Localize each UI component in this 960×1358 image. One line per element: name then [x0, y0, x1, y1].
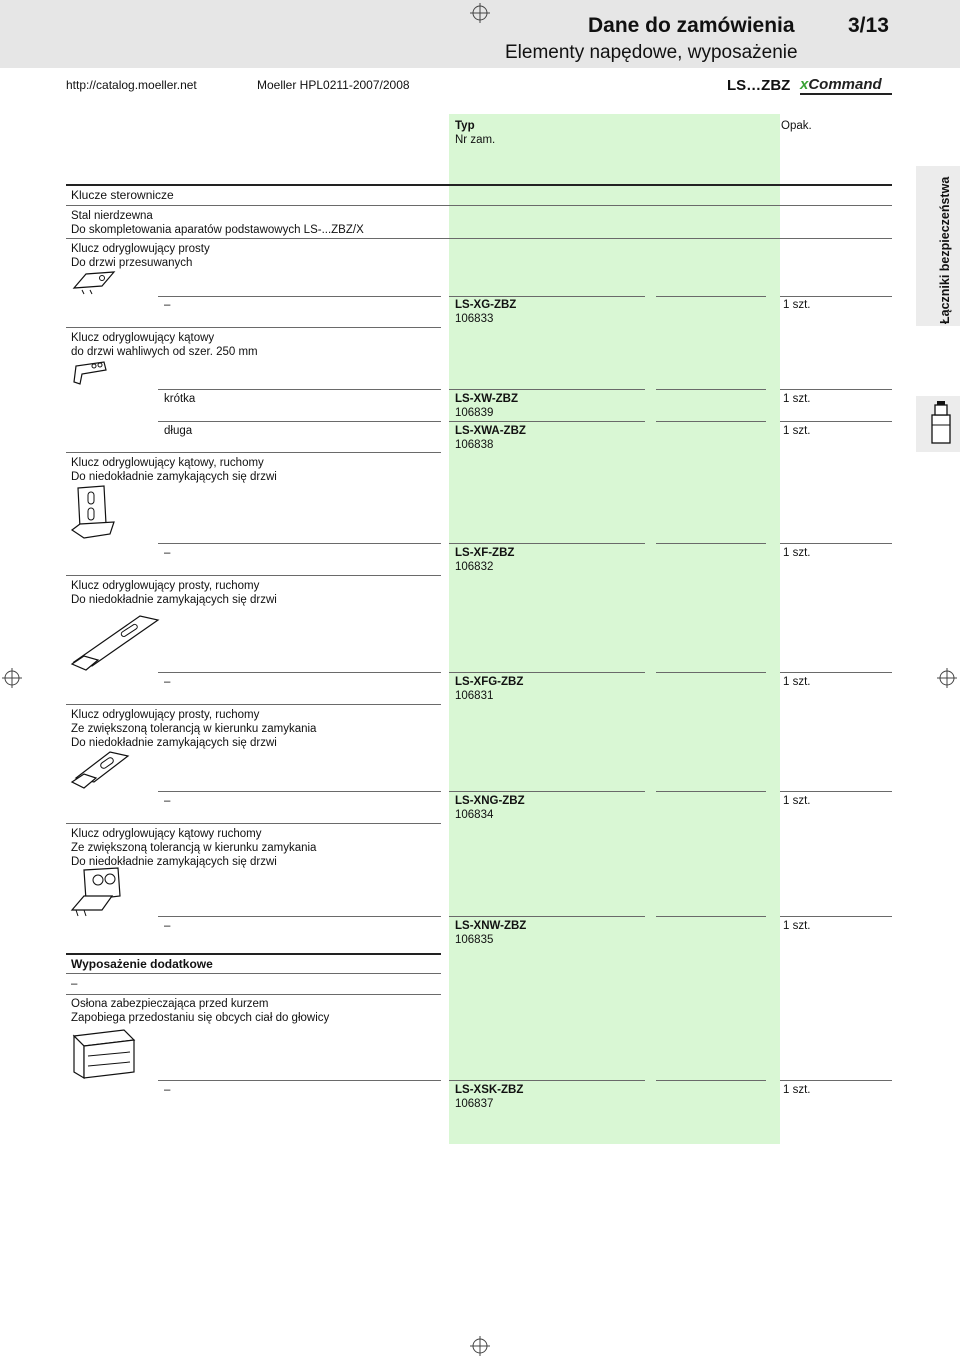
rule [780, 1080, 892, 1081]
item-description: Do niedokładnie zamykających się drzwi [71, 594, 277, 606]
variant-label: – [164, 920, 171, 932]
rule [449, 1080, 645, 1081]
item-description: Klucz odryglowujący prosty, ruchomy [71, 709, 260, 721]
type-code: LS-XFG-ZBZ [455, 676, 524, 688]
material-text: Stal nierdzewna [71, 210, 153, 222]
angled-key-icon [70, 358, 112, 388]
rule [656, 543, 766, 544]
rule [158, 421, 441, 422]
order-number: 106838 [455, 439, 494, 451]
straight-key-icon [72, 268, 118, 296]
variant-label: – [164, 299, 171, 311]
rule [656, 389, 766, 390]
rule [780, 296, 892, 297]
column-order-header: Nr zam. [455, 134, 496, 146]
rule [656, 791, 766, 792]
registration-mark-icon [2, 668, 22, 688]
pack-qty: 1 szt. [783, 795, 811, 807]
type-code: LS-XF-ZBZ [455, 547, 515, 559]
item-description: Klucz odryglowujący kątowy, ruchomy [71, 457, 264, 469]
item-description: Do niedokładnie zamykających się drzwi [71, 856, 277, 868]
item-description: do drzwi wahliwych od szer. 250 mm [71, 346, 258, 358]
item-description: Osłona zabezpieczająca przed kurzem [71, 998, 269, 1010]
rule [449, 389, 645, 390]
item-description: Klucz odryglowujący prosty, ruchomy [71, 580, 260, 592]
rule [780, 421, 892, 422]
item-description: Zapobiega przedostaniu się obcych ciał do głowicy [71, 1012, 330, 1024]
catalog-url[interactable]: http://catalog.moeller.net [66, 78, 197, 92]
order-number: 106832 [455, 561, 494, 573]
section-rule [66, 953, 441, 955]
order-number: 106834 [455, 809, 494, 821]
brand-underline [800, 93, 892, 95]
dust-cover-icon [72, 1026, 138, 1080]
pack-qty: 1 szt. [783, 299, 811, 311]
rule [66, 238, 892, 239]
rule [66, 823, 441, 824]
variant-label: – [164, 1084, 171, 1096]
type-code: LS-XSK-ZBZ [455, 1084, 524, 1096]
type-code: LS-XG-ZBZ [455, 299, 517, 311]
safety-switch-icon [926, 401, 954, 447]
type-column-background [449, 114, 780, 1144]
order-number: 106835 [455, 934, 494, 946]
rule [66, 327, 441, 328]
item-description: Klucz odryglowujący prosty [71, 243, 210, 255]
rule [66, 973, 441, 974]
rule [780, 672, 892, 673]
column-pack-header: Opak. [781, 120, 812, 132]
item-description: Do niedokładnie zamykających się drzwi [71, 471, 277, 483]
variant-label: – [164, 676, 171, 688]
rule [780, 916, 892, 917]
straight-tolerance-key-icon [70, 748, 132, 790]
type-code: LS-XWA-ZBZ [455, 425, 526, 437]
pack-qty: 1 szt. [783, 425, 811, 437]
rule [449, 296, 645, 297]
rule [780, 543, 892, 544]
rule [158, 389, 441, 390]
type-code: LS-XNW-ZBZ [455, 920, 527, 932]
item-description: Klucz odryglowujący kątowy [71, 332, 215, 344]
rule [656, 421, 766, 422]
rule [780, 389, 892, 390]
rule [656, 672, 766, 673]
rule [66, 575, 441, 576]
registration-mark-icon [470, 1336, 490, 1356]
section-title: Wyposażenie dodatkowe [71, 957, 213, 971]
rule [656, 296, 766, 297]
item-description: Ze zwiększoną tolerancją w kierunku zamykania [71, 842, 317, 854]
registration-mark-icon [470, 3, 490, 23]
variant-label: – [164, 547, 171, 559]
item-description: Ze zwiększoną tolerancją w kierunku zamykania [71, 723, 317, 735]
page-subtitle: Elementy napędowe, wyposażenie [505, 42, 798, 63]
column-type-header: Typ [455, 120, 475, 132]
item-description: Do drzwi przesuwanych [71, 257, 193, 269]
catalog-edition: Moeller HPL0211-2007/2008 [257, 78, 410, 92]
type-code: LS-XNG-ZBZ [455, 795, 525, 807]
rule [449, 791, 645, 792]
item-description: Klucz odryglowujący kątowy ruchomy [71, 828, 262, 840]
rule [449, 672, 645, 673]
item-description: Do niedokładnie zamykających się drzwi [71, 737, 277, 749]
rule [449, 543, 645, 544]
variant-label: długa [164, 425, 193, 437]
rule [66, 205, 892, 206]
brand-logo: xCommand [800, 76, 882, 93]
order-number: 106837 [455, 1098, 494, 1110]
pack-qty: 1 szt. [783, 920, 811, 932]
rule [158, 1080, 441, 1081]
straight-movable-key-icon [70, 612, 162, 672]
rule [449, 916, 645, 917]
page-number: 3/13 [848, 14, 889, 37]
side-tab-label: Łączniki bezpieczeństwa [938, 176, 952, 324]
rule [158, 916, 441, 917]
angled-movable-key-icon [70, 484, 120, 542]
variant-label: – [164, 795, 171, 807]
rule [66, 704, 441, 705]
variant-label: krótka [164, 393, 196, 405]
series-label: LS…ZBZ [727, 77, 791, 94]
page-title: Dane do zamówienia [588, 14, 795, 37]
registration-mark-icon [937, 668, 957, 688]
section-dash: – [71, 978, 78, 990]
section-title: Klucze sterownicze [71, 188, 174, 202]
rule [449, 421, 645, 422]
rule [158, 791, 441, 792]
order-number: 106831 [455, 690, 494, 702]
pack-qty: 1 szt. [783, 676, 811, 688]
order-number: 106839 [455, 407, 494, 419]
rule [158, 543, 441, 544]
type-code: LS-XW-ZBZ [455, 393, 519, 405]
rule [158, 672, 441, 673]
rule [158, 296, 441, 297]
rule [66, 994, 441, 995]
rule [656, 1080, 766, 1081]
usage-text: Do skompletowania aparatów podstawowych LS-...ZBZ/X [71, 224, 364, 236]
pack-qty: 1 szt. [783, 1084, 811, 1096]
angled-tolerance-key-icon [70, 866, 126, 918]
rule [656, 916, 766, 917]
order-number: 106833 [455, 313, 494, 325]
rule [66, 452, 441, 453]
pack-qty: 1 szt. [783, 547, 811, 559]
rule [780, 791, 892, 792]
pack-qty: 1 szt. [783, 393, 811, 405]
section-rule [66, 184, 892, 186]
